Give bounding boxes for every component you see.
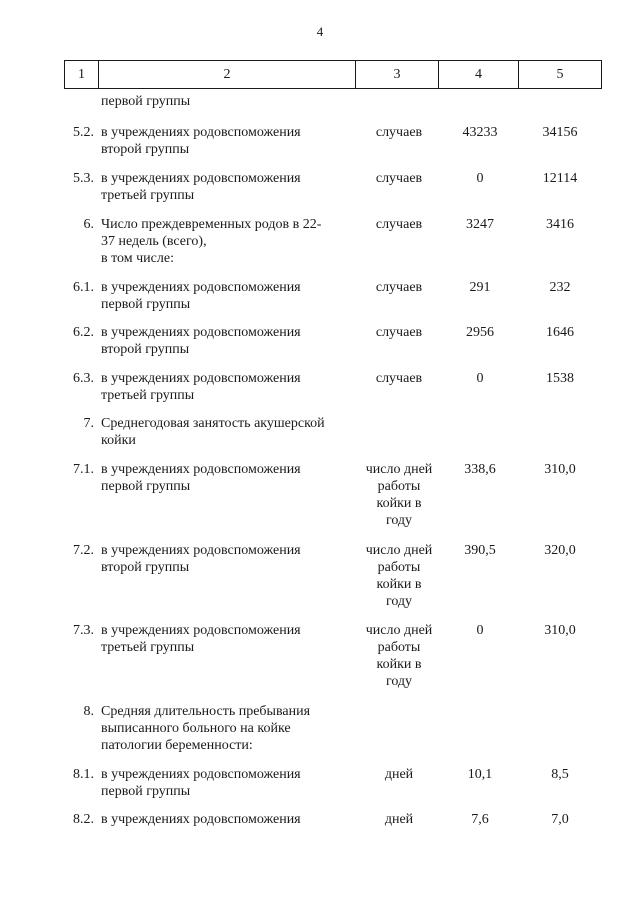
row-description-line: Число преждевременных родов в 22- <box>101 217 322 232</box>
row-description-line: в учреждениях родовспоможения <box>101 767 301 782</box>
header-col-4: 4 <box>439 61 519 89</box>
row-unit-line: дней <box>384 812 414 827</box>
row-description-line: первой группы <box>101 784 191 799</box>
row-value-col4: 2956 <box>466 325 494 340</box>
row-description <box>101 279 349 313</box>
row-value-col4: 291 <box>469 280 491 295</box>
row-description <box>101 461 349 495</box>
row-description <box>101 216 349 267</box>
row-description-line: в учреждениях родовспоможения <box>101 171 301 186</box>
row-description <box>101 370 349 404</box>
row-value-col5: 34156 <box>542 125 578 140</box>
row-description-line: третьей группы <box>101 640 195 655</box>
row-unit-line: случаев <box>375 217 423 232</box>
row-description-line: третьей группы <box>101 388 195 403</box>
page-number: 4 <box>316 24 324 39</box>
row-value-col5: 310,0 <box>544 623 576 638</box>
row-description-line: Среднегодовая занятость акушерской <box>101 416 325 431</box>
row-value-col4: 7,6 <box>471 812 489 827</box>
row-number: 7.2. <box>73 543 94 558</box>
row-unit-line: койки в <box>376 577 422 592</box>
row-description-line: 37 недель (всего), <box>101 234 207 249</box>
row-number: 6. <box>83 217 94 232</box>
row-number: 7.1. <box>73 462 94 477</box>
row-value-col5: 310,0 <box>544 462 576 477</box>
row-unit-line: случаев <box>375 171 423 186</box>
row-description-line: выписанного больного на койке <box>101 721 291 736</box>
row-description-line: в учреждениях родовспоможения <box>101 623 301 638</box>
row-unit <box>357 124 441 141</box>
row-unit <box>357 216 441 233</box>
row-description <box>101 622 349 656</box>
row-number: 5.2. <box>73 125 94 140</box>
row-value-col5: 232 <box>549 280 571 295</box>
row-number: 6.1. <box>73 280 94 295</box>
row-value-col4: 0 <box>476 171 484 186</box>
row-value-col4: 10,1 <box>467 767 493 782</box>
row-description-line: в учреждениях родовспоможения <box>101 812 301 827</box>
row-number: 5.3. <box>73 171 94 186</box>
row-unit-line: койки в <box>376 496 422 511</box>
row-unit-line: случаев <box>375 371 423 386</box>
header-col-5: 5 <box>519 61 602 89</box>
header-col-2: 2 <box>99 61 356 89</box>
row-unit-line: году <box>385 674 413 689</box>
row-unit-line: случаев <box>375 325 423 340</box>
row-description-line: в учреждениях родовспоможения <box>101 325 301 340</box>
row-description <box>101 415 349 449</box>
row-unit <box>357 622 441 690</box>
row-description-line: третьей группы <box>101 188 195 203</box>
row-value-col4: 338,6 <box>464 462 496 477</box>
row-unit-line: работы <box>377 560 421 575</box>
row-value-col4: 0 <box>476 371 484 386</box>
row-description <box>101 703 349 754</box>
row-value-col4: 3247 <box>466 217 494 232</box>
row-description <box>101 811 349 828</box>
row-number: 8.2. <box>73 812 94 827</box>
row-unit-line: работы <box>377 640 421 655</box>
row-value-col5: 1646 <box>546 325 574 340</box>
row-value-col5: 320,0 <box>544 543 576 558</box>
row-description-line: второй группы <box>101 142 190 157</box>
row-unit-line: году <box>385 513 413 528</box>
row-unit <box>357 766 441 783</box>
row-description-line: в учреждениях родовспоможения <box>101 280 301 295</box>
row-description-line: второй группы <box>101 560 190 575</box>
row-unit-line: работы <box>377 479 421 494</box>
row-description-line: в учреждениях родовспоможения <box>101 462 301 477</box>
row-unit-line: койки в <box>376 657 422 672</box>
row-unit-line: случаев <box>375 125 423 140</box>
row-value-col4: 390,5 <box>464 543 496 558</box>
row-description-line: в учреждениях родовспоможения <box>101 543 301 558</box>
row-unit <box>357 324 441 341</box>
row-description-line: первой группы <box>101 94 191 109</box>
row-value-col5: 1538 <box>546 371 574 386</box>
row-description <box>101 542 349 576</box>
row-value-col5: 12114 <box>542 171 578 186</box>
row-description-line: первой группы <box>101 297 191 312</box>
row-description-line: в том числе: <box>101 251 174 266</box>
row-description-line: в учреждениях родовспоможения <box>101 125 301 140</box>
row-description <box>101 124 349 158</box>
row-unit <box>357 370 441 387</box>
row-description-line: койки <box>101 433 136 448</box>
header-row <box>65 61 602 89</box>
row-description-line: первой группы <box>101 479 191 494</box>
row-unit <box>357 170 441 187</box>
row-value-col4: 43233 <box>462 125 498 140</box>
header-col-1: 1 <box>65 61 99 89</box>
row-unit-line: случаев <box>375 280 423 295</box>
row-value-col5: 8,5 <box>551 767 569 782</box>
row-description-line: в учреждениях родовспоможения <box>101 371 301 386</box>
row-number: 7.3. <box>73 623 94 638</box>
row-number: 8. <box>83 704 94 719</box>
row-value-col5: 7,0 <box>551 812 569 827</box>
row-description-line: патологии беременности: <box>101 738 253 753</box>
row-unit <box>357 542 441 610</box>
row-unit-line: дней <box>384 767 414 782</box>
row-unit-line: число дней <box>365 543 433 558</box>
row-unit-line: число дней <box>365 462 433 477</box>
row-unit-line: число дней <box>365 623 433 638</box>
row-description <box>101 93 349 110</box>
table-header <box>64 60 602 89</box>
row-description <box>101 324 349 358</box>
row-unit <box>357 811 441 828</box>
row-description-line: второй группы <box>101 342 190 357</box>
row-unit <box>357 279 441 296</box>
header-col-3: 3 <box>356 61 439 89</box>
row-number: 7. <box>83 416 94 431</box>
row-unit <box>357 461 441 529</box>
row-value-col5: 3416 <box>546 217 574 232</box>
row-number: 6.2. <box>73 325 94 340</box>
row-unit-line: году <box>385 594 413 609</box>
row-number: 6.3. <box>73 371 94 386</box>
row-description-line: Средняя длительность пребывания <box>101 704 311 719</box>
row-number: 8.1. <box>73 767 94 782</box>
row-description <box>101 766 349 800</box>
row-description <box>101 170 349 204</box>
row-value-col4: 0 <box>476 623 484 638</box>
